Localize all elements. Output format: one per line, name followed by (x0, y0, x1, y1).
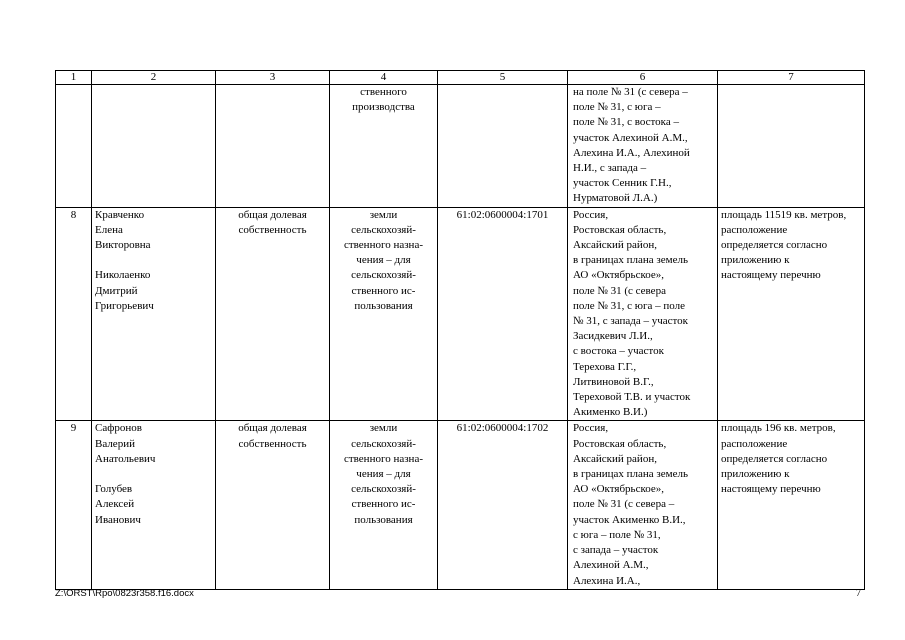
cell-line: земли (369, 208, 398, 221)
cell-line: ственного (360, 86, 407, 98)
cell-line: приложению к (721, 254, 790, 267)
cell-line: поле № 31, с юга – поле (573, 299, 685, 312)
owner-name-line: Дмитрий (95, 284, 138, 297)
cell-line: поле № 31 (с севера – (573, 498, 675, 511)
column-number-row (56, 71, 865, 85)
cell-line: земли (369, 422, 398, 435)
cell-line: с востока – участок (573, 345, 664, 358)
owners-cell (92, 207, 216, 421)
cell-line: Аксайский район, (573, 239, 657, 252)
cell-line: пользования (354, 513, 413, 526)
cell-line: Акименко В.И.) (573, 406, 648, 419)
cell-line: расположение (721, 437, 788, 450)
cell-line: расположение (721, 223, 788, 236)
column-number: 2 (92, 71, 216, 85)
land-category-cell (330, 421, 438, 589)
cell-line: приложению к (721, 468, 790, 481)
land-category-cell (330, 85, 438, 208)
notes-cell (718, 207, 865, 421)
owner-name-line: Елена (95, 223, 123, 236)
cell-line: Нурматовой Л.А.) (573, 192, 658, 205)
owner-name-line: Кравченко (95, 208, 145, 221)
cell-line: в границах плана земель (573, 468, 688, 481)
notes-cell (718, 421, 865, 589)
owners-cell (92, 421, 216, 589)
owner-name-line: Алексей (95, 498, 135, 511)
cell-line: Алехина И.А., Алехиной (573, 146, 690, 159)
location-cell (568, 207, 718, 421)
cell-line: Терехова Г.Г., (573, 360, 637, 373)
ownership-cell (216, 421, 330, 589)
cell-line: Аксайский район, (573, 452, 657, 465)
cell-line: ственного ис- (351, 498, 416, 511)
cell-line: сельскохозяй- (351, 269, 416, 282)
cell-line: сельскохозяй- (351, 437, 416, 450)
column-number: 3 (216, 71, 330, 85)
cell-line: собственность (238, 223, 307, 236)
cell-line: участок Алехиной А.М., (573, 131, 688, 144)
land-plots-table (55, 70, 865, 590)
owner-name-line: Валерий (95, 437, 135, 450)
cell-line: в границах плана земель (573, 254, 688, 267)
cell-line: определяется согласно (721, 452, 828, 465)
cell-line: поле № 31, с востока – (573, 116, 679, 129)
owner-name-line: Николаенко (95, 269, 151, 282)
location-cell (568, 421, 718, 589)
column-number: 7 (718, 71, 865, 85)
cell-line: на поле № 31 (с севера – (573, 86, 688, 98)
cell-line: поле № 31, с юга – (573, 101, 661, 114)
cell-line: сельскохозяй- (351, 483, 416, 496)
column-number: 6 (568, 71, 718, 85)
cell-line: ственного назна- (343, 239, 423, 252)
owner-name-line: Голубев (95, 483, 133, 496)
cell-line: сельскохозяй- (351, 223, 416, 236)
cell-line: Засидкевич Л.И., (573, 330, 653, 343)
owner-name-line: Анатольевич (95, 452, 156, 465)
cell-line: Ростовская область, (573, 223, 667, 236)
cell-line: с юга – поле № 31, (573, 528, 661, 541)
cell-line: ственного ис- (351, 284, 416, 297)
cell-line: с запада – участок (573, 544, 659, 557)
column-number: 5 (438, 71, 568, 85)
table-row (56, 421, 865, 589)
cell-line: Н.И., с запада – (573, 162, 647, 175)
continued-row (56, 85, 865, 208)
table-row (56, 207, 865, 421)
cadastral-number: 61:02:0600004:1702 (438, 421, 568, 589)
cell-line: Тереховой Т.В. и участок (573, 391, 691, 404)
cell-line: определяется согласно (721, 239, 828, 252)
owner-name-line: Викторовна (95, 239, 151, 252)
cell-line: участок Акименко В.И., (573, 513, 686, 526)
location-cell (568, 85, 718, 208)
row-number: 8 (56, 207, 92, 421)
cell-line: Алехина И.А., (573, 574, 641, 587)
cell-line: общая долевая (238, 422, 307, 435)
cell-line: АО «Октябрьское», (573, 483, 665, 496)
cell-line: ственного назна- (343, 452, 423, 465)
land-category-cell (330, 207, 438, 421)
owner-name-line: Сафронов (95, 422, 142, 435)
cell-line: площадь 11519 кв. метров, (721, 208, 847, 221)
cell-line: № 31, с запада – участок (573, 315, 689, 328)
owner-name-line: Григорьевич (95, 299, 154, 312)
cell-line: участок Сенник Г.Н., (573, 177, 672, 190)
cell-line: общая долевая (238, 208, 307, 221)
cell-line: настоящему перечню (721, 483, 821, 496)
cell-line: АО «Октябрьское», (573, 269, 665, 282)
cadastral-number: 61:02:0600004:1701 (438, 207, 568, 421)
cell-line: площадь 196 кв. метров, (721, 422, 836, 435)
cell-line: Россия, (573, 208, 609, 221)
cell-line: пользования (354, 299, 413, 312)
cell-line: чения – для (356, 468, 411, 481)
column-number: 1 (56, 71, 92, 85)
document-path: Z:\ORST\Rpo\0823r358.f16.docx (55, 588, 194, 599)
cell-line: собственность (238, 437, 307, 450)
cell-line: Россия, (573, 422, 609, 435)
cell-line: настоящему перечню (721, 269, 821, 282)
row-number: 9 (56, 421, 92, 589)
cell-line: поле № 31 (с севера (573, 284, 666, 297)
cell-line: производства (352, 101, 415, 114)
ownership-cell (216, 207, 330, 421)
page-number: 7 (856, 588, 861, 599)
cell-line: Ростовская область, (573, 437, 667, 450)
cell-line: Алехиной А.М., (573, 559, 649, 572)
column-number: 4 (330, 71, 438, 85)
owner-name-line: Иванович (95, 513, 141, 526)
cell-line: Литвиновой В.Г., (573, 375, 654, 388)
cell-line: чения – для (356, 254, 411, 267)
